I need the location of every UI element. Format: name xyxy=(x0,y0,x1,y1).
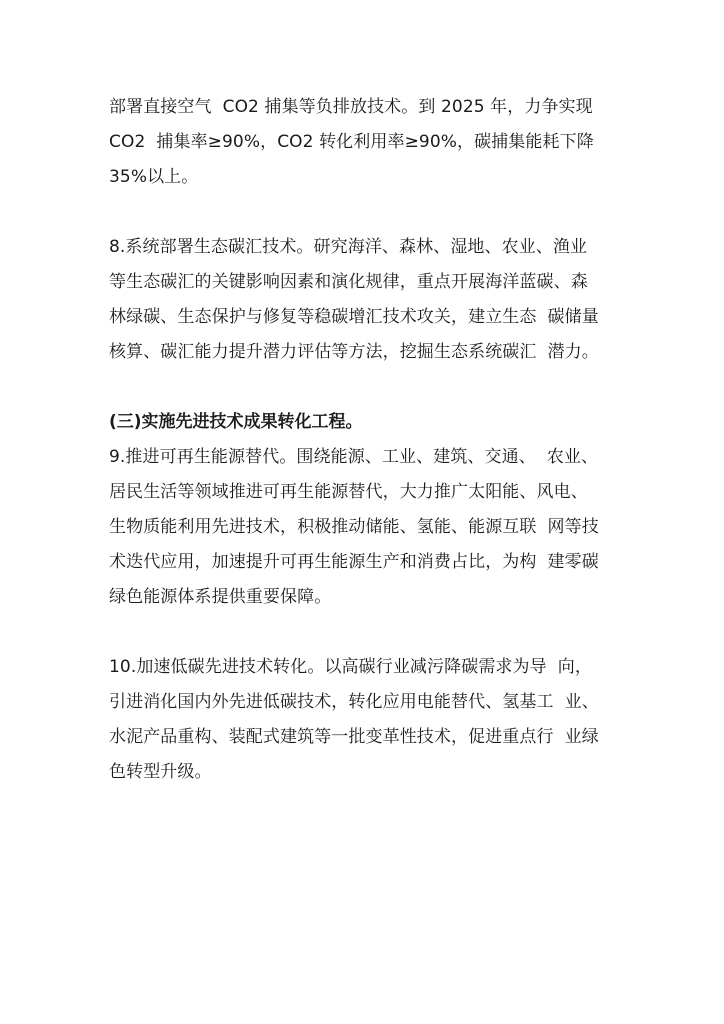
text-line: 引进消化国内外先进低碳技术，转化应用电能替代、氢基工 业、 xyxy=(109,692,599,712)
paragraph-9 xyxy=(109,440,619,615)
paragraph-spacer xyxy=(109,370,619,405)
text-line: CO2 捕集率≥90%，CO2 转化利用率≥90%，碳捕集能耗下降 xyxy=(109,132,594,152)
text-line: 9.推进可再生能源替代。围绕能源、工业、建筑、交通、 农业、 xyxy=(109,447,599,467)
text-line: 生物质能利用先进技术，积极推动储能、氢能、能源互联 网等技 xyxy=(109,517,599,537)
section-heading: (三)实施先进技术成果转化工程。 xyxy=(109,412,363,432)
paragraph-spacer xyxy=(109,615,619,650)
text-line: 水泥产品重构、装配式建筑等一批变革性技术，促进重点行 业绿 xyxy=(109,727,599,747)
text-line: 35%以上。 xyxy=(109,167,199,187)
paragraph-8 xyxy=(109,230,619,370)
text-line: 色转型升级。 xyxy=(109,762,212,782)
text-line: 10.加速低碳先进技术转化。以高碳行业减污降碳需求为导 向， xyxy=(109,657,592,677)
text-line: 等生态碳汇的关键影响因素和演化规律，重点开展海洋蓝碳、森 xyxy=(109,272,588,292)
paragraph-10 xyxy=(109,650,619,790)
paragraph-spacer xyxy=(109,195,619,230)
text-line: 绿色能源体系提供重要保障。 xyxy=(109,587,332,607)
text-line: 林绿碳、生态保护与修复等稳碳增汇技术攻关，建立生态 碳储量 xyxy=(109,307,599,327)
text-line: 核算、碳汇能力提升潜力评估等方法，挖掘生态系统碳汇 潜力。 xyxy=(109,342,599,362)
text-line: 部署直接空气 CO2 捕集等负排放技术。到 2025 年，力争实现 xyxy=(109,97,593,117)
paragraph-intro xyxy=(109,90,619,195)
text-line: 术迭代应用，加速提升可再生能源生产和消费占比，为构 建零碳 xyxy=(109,552,599,572)
text-line: 8.系统部署生态碳汇技术。研究海洋、森林、湿地、农业、渔业 xyxy=(109,237,588,257)
text-line: 居民生活等领域推进可再生能源替代，大力推广太阳能、风电、 xyxy=(109,482,588,502)
document-body xyxy=(109,90,619,790)
